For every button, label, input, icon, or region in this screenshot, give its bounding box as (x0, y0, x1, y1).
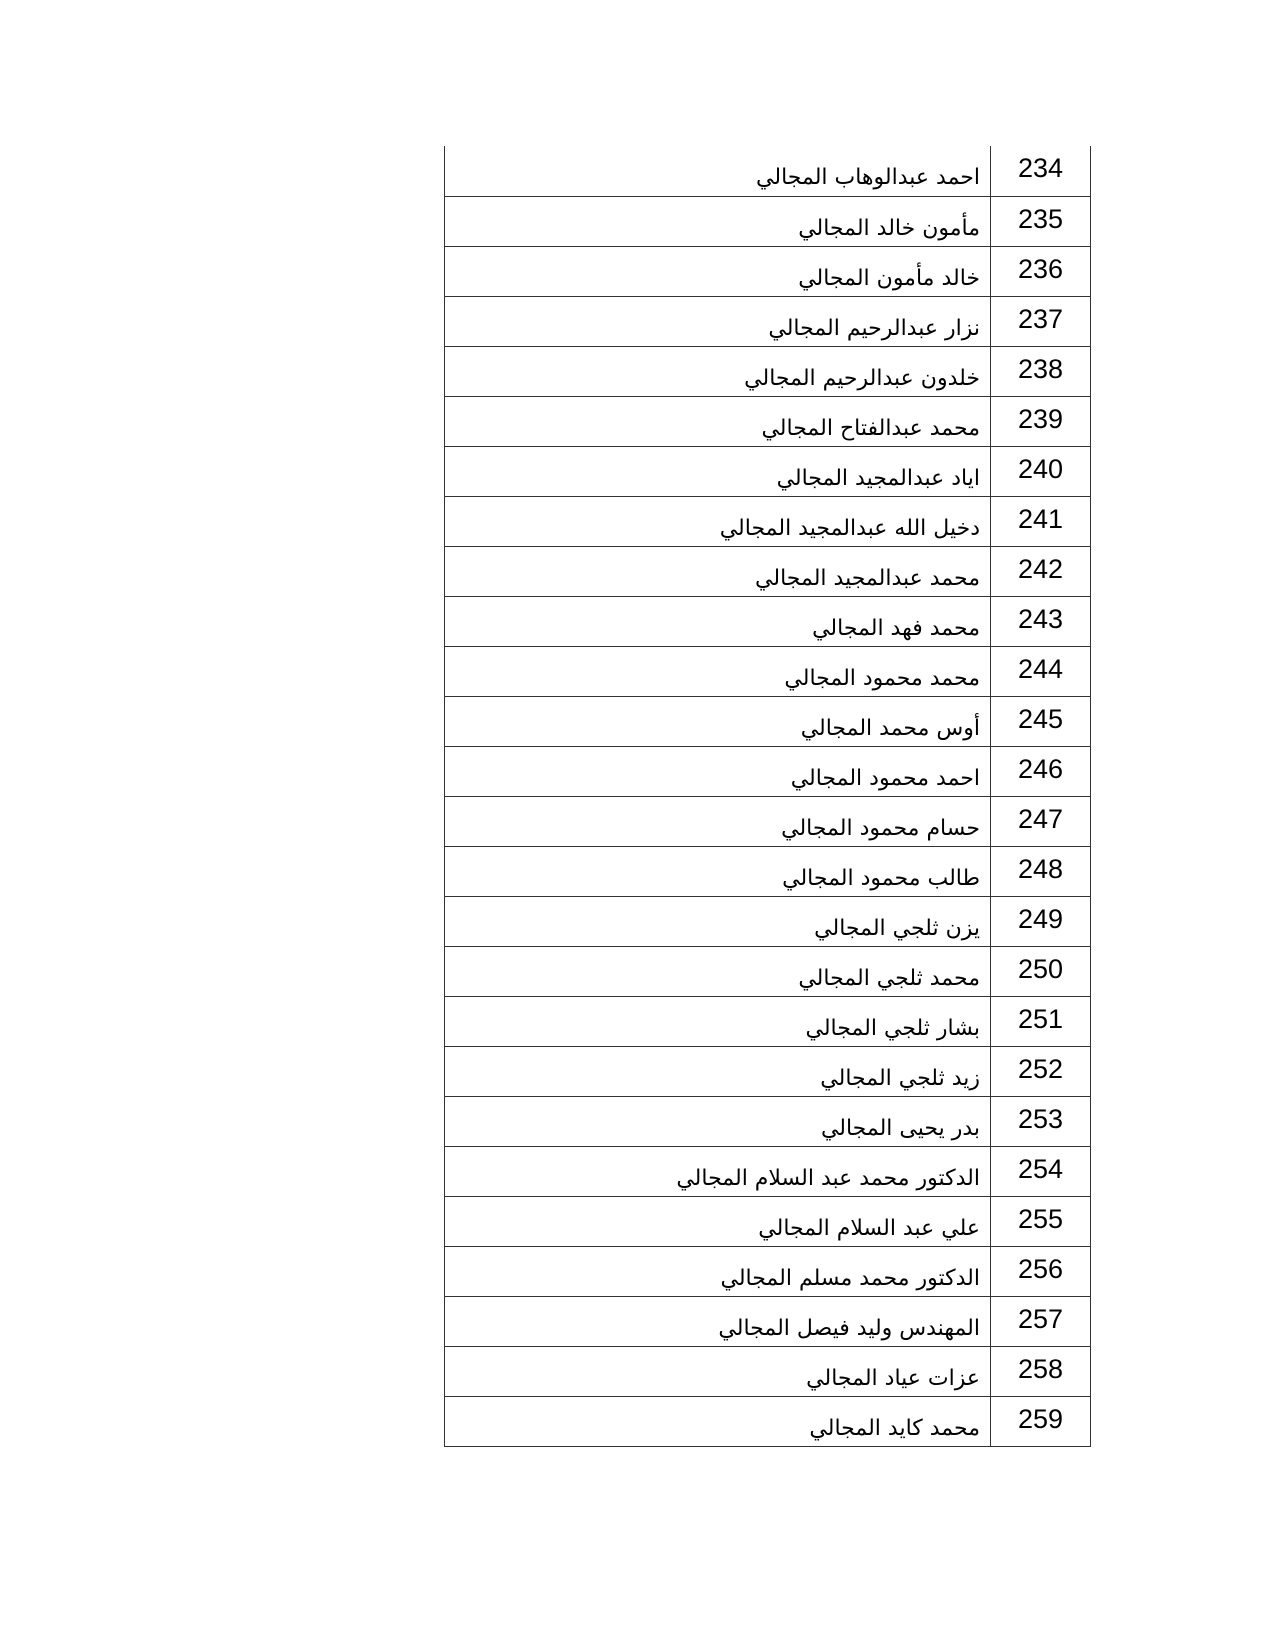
table-row (445, 346, 1091, 396)
person-name-cell: احمد عبدالوهاب المجالي (445, 146, 991, 196)
table-row (445, 1146, 1091, 1196)
row-number-cell: 252 (991, 1046, 1091, 1096)
table-row (445, 596, 1091, 646)
table-row (445, 846, 1091, 896)
row-number-cell: 243 (991, 596, 1091, 646)
table-row (445, 696, 1091, 746)
table-row (445, 1296, 1091, 1346)
row-number-cell: 241 (991, 496, 1091, 546)
person-name-cell: أوس محمد المجالي (445, 696, 991, 746)
row-number-cell: 250 (991, 946, 1091, 996)
person-name-cell: مأمون خالد المجالي (445, 196, 991, 246)
row-number-cell: 237 (991, 296, 1091, 346)
person-name-cell: خلدون عبدالرحيم المجالي (445, 346, 991, 396)
row-number-cell: 247 (991, 796, 1091, 846)
row-number-cell: 251 (991, 996, 1091, 1046)
row-number-cell: 240 (991, 446, 1091, 496)
row-number-cell: 254 (991, 1146, 1091, 1196)
person-name-cell: علي عبد السلام المجالي (445, 1196, 991, 1246)
table-row (445, 496, 1091, 546)
row-number-cell: 236 (991, 246, 1091, 296)
row-number-cell: 242 (991, 546, 1091, 596)
table-row (445, 1046, 1091, 1096)
row-number-cell: 235 (991, 196, 1091, 246)
person-name-cell: محمد كايد المجالي (445, 1396, 991, 1446)
names-table-body (445, 146, 1091, 1446)
row-number-cell: 259 (991, 1396, 1091, 1446)
person-name-cell: عزات عياد المجالي (445, 1346, 991, 1396)
table-row (445, 946, 1091, 996)
names-table-container (444, 146, 1090, 1447)
row-number-cell: 238 (991, 346, 1091, 396)
person-name-cell: اياد عبدالمجيد المجالي (445, 446, 991, 496)
table-row (445, 796, 1091, 846)
row-number-cell: 253 (991, 1096, 1091, 1146)
table-row (445, 1096, 1091, 1146)
person-name-cell: بشار ثلجي المجالي (445, 996, 991, 1046)
table-row (445, 896, 1091, 946)
table-row (445, 746, 1091, 796)
row-number-cell: 245 (991, 696, 1091, 746)
person-name-cell: المهندس وليد فيصل المجالي (445, 1296, 991, 1346)
table-row (445, 1396, 1091, 1446)
table-row (445, 1196, 1091, 1246)
row-number-cell: 249 (991, 896, 1091, 946)
table-row (445, 296, 1091, 346)
person-name-cell: دخيل الله عبدالمجيد المجالي (445, 496, 991, 546)
person-name-cell: محمد محمود المجالي (445, 646, 991, 696)
person-name-cell: محمد فهد المجالي (445, 596, 991, 646)
table-row (445, 546, 1091, 596)
table-row (445, 146, 1091, 196)
row-number-cell: 248 (991, 846, 1091, 896)
table-row (445, 1246, 1091, 1296)
person-name-cell: زيد ثلجي المجالي (445, 1046, 991, 1096)
person-name-cell: طالب محمود المجالي (445, 846, 991, 896)
row-number-cell: 246 (991, 746, 1091, 796)
row-number-cell: 239 (991, 396, 1091, 446)
person-name-cell: محمد عبدالفتاح المجالي (445, 396, 991, 446)
person-name-cell: احمد محمود المجالي (445, 746, 991, 796)
names-table (444, 146, 1091, 1447)
person-name-cell: خالد مأمون المجالي (445, 246, 991, 296)
person-name-cell: محمد عبدالمجيد المجالي (445, 546, 991, 596)
row-number-cell: 257 (991, 1296, 1091, 1346)
table-row (445, 446, 1091, 496)
table-row (445, 996, 1091, 1046)
table-row (445, 1346, 1091, 1396)
person-name-cell: الدكتور محمد مسلم المجالي (445, 1246, 991, 1296)
table-row (445, 196, 1091, 246)
row-number-cell: 256 (991, 1246, 1091, 1296)
row-number-cell: 244 (991, 646, 1091, 696)
row-number-cell: 255 (991, 1196, 1091, 1246)
row-number-cell: 258 (991, 1346, 1091, 1396)
person-name-cell: نزار عبدالرحيم المجالي (445, 296, 991, 346)
person-name-cell: محمد ثلجي المجالي (445, 946, 991, 996)
row-number-cell: 234 (991, 146, 1091, 196)
person-name-cell: يزن ثلجي المجالي (445, 896, 991, 946)
table-row (445, 646, 1091, 696)
person-name-cell: حسام محمود المجالي (445, 796, 991, 846)
table-row (445, 246, 1091, 296)
table-row (445, 396, 1091, 446)
person-name-cell: الدكتور محمد عبد السلام المجالي (445, 1146, 991, 1196)
person-name-cell: بدر يحيى المجالي (445, 1096, 991, 1146)
